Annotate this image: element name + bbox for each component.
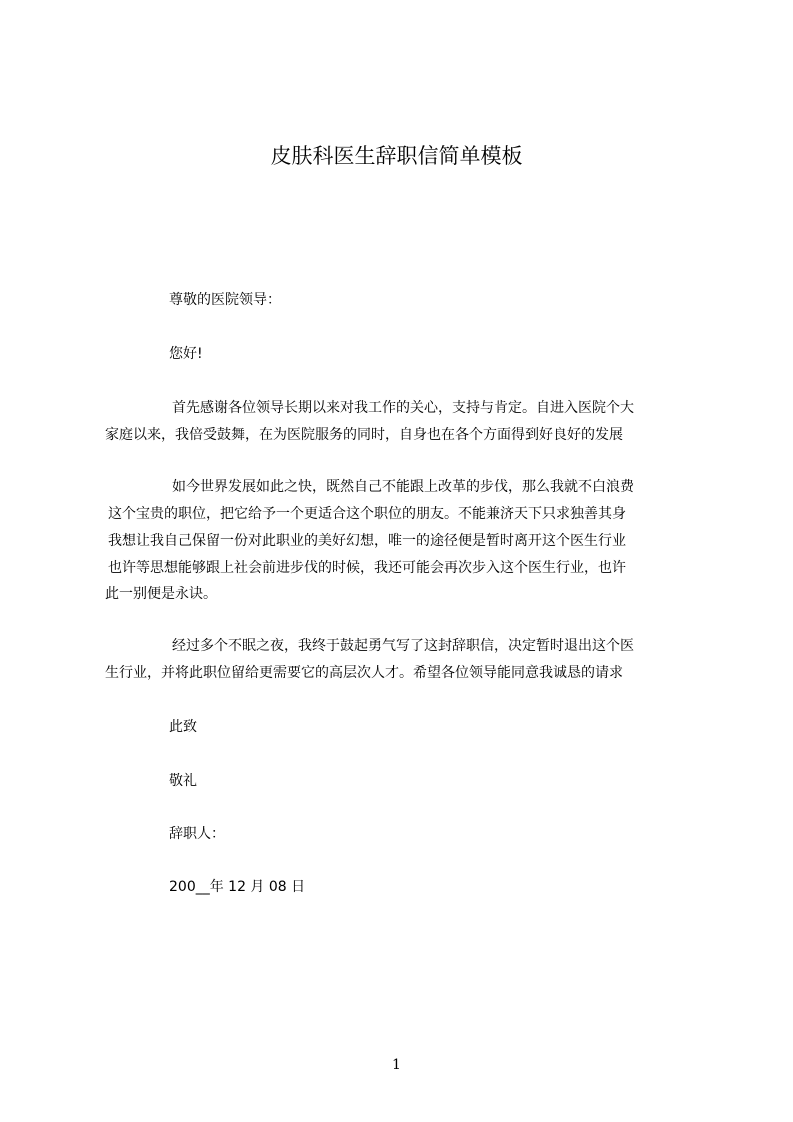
paragraph-line: 家庭以来，我倍受鼓舞，在为医院服务的同时，自身也在各个方面得到好良好的发展: [105, 427, 623, 443]
signer-label: 辞职人：: [169, 826, 225, 842]
paragraph-line: 这个宝贵的职位，把它给予一个更适合这个职位的朋友。不能兼济天下只求独善其身: [108, 506, 626, 522]
page-number: 1: [392, 1057, 401, 1073]
greeting: 您好!: [169, 346, 203, 362]
paragraph-line: 如今世界发展如此之快，既然自己不能跟上改革的步伐，那么我就不白浪费: [172, 479, 634, 495]
closing-line-1: 此致: [169, 719, 197, 735]
paragraph-line: 我想让我自己保留一份对此职业的美好幻想，唯一的途径便是暂时离开这个医生行业: [108, 533, 626, 549]
salutation: 尊敬的医院领导：: [169, 292, 281, 308]
paragraph-line: 此一别便是永诀。: [105, 586, 217, 602]
paragraph-line: 经过多个不眠之夜，我终于鼓起勇气写了这封辞职信，决定暂时退出这个医: [172, 638, 634, 654]
paragraph-line: 生行业，并将此职位留给更需要它的高层次人才。希望各位领导能同意我诚恳的请求: [105, 665, 623, 681]
closing-line-2: 敬礼: [169, 773, 197, 789]
paragraph-line: 也许等思想能够跟上社会前进步伐的时候，我还可能会再次步入这个医生行业，也许: [108, 560, 626, 576]
paragraph-line: 首先感谢各位领导长期以来对我工作的关心，支持与肯定。自进入医院个大: [172, 400, 634, 416]
document-title: 皮肤科医生辞职信简单模板: [270, 144, 523, 168]
signature-date: 200__年 12 月 08 日: [169, 879, 306, 895]
